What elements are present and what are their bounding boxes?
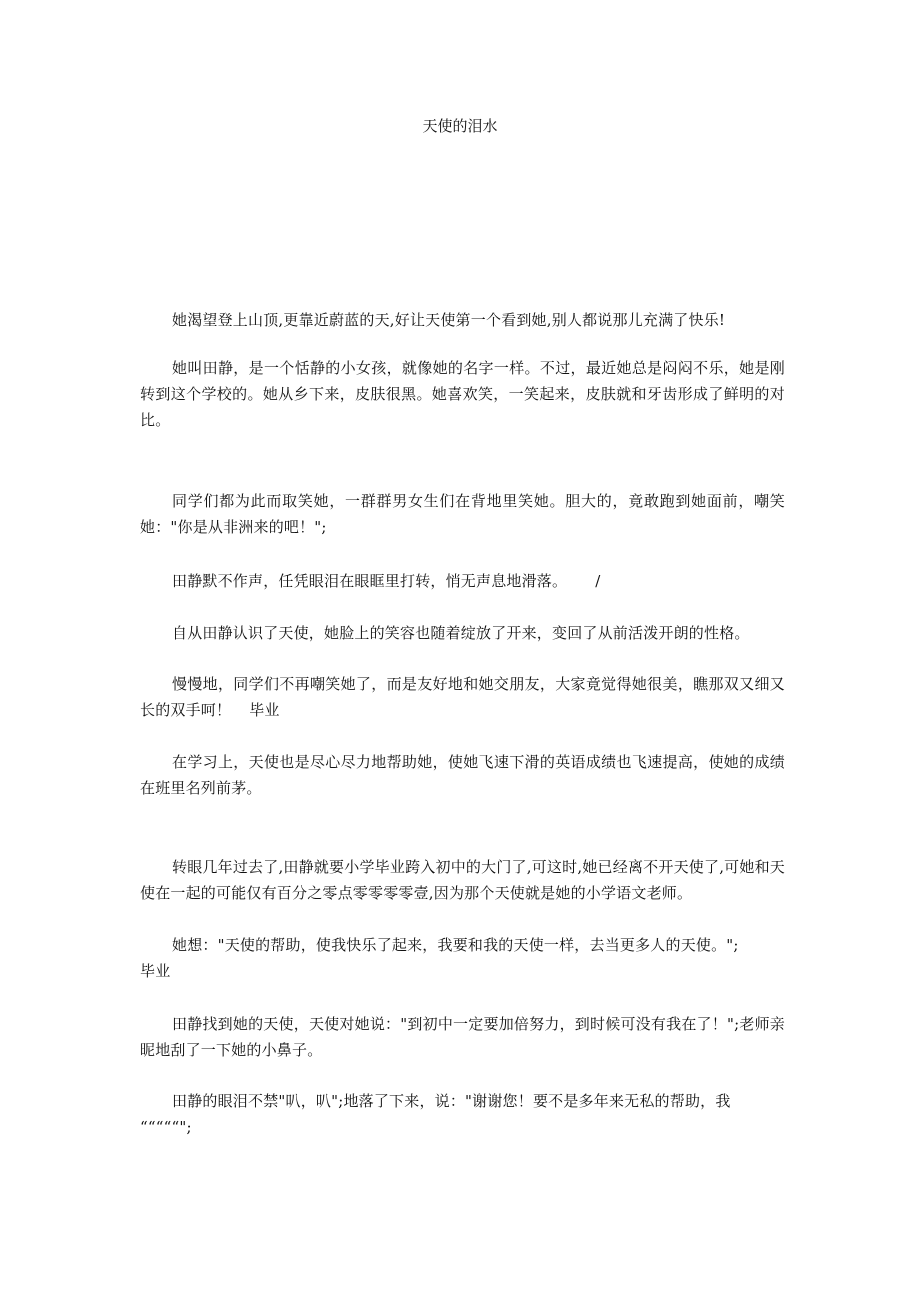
paragraph-1-text: 她渴望登上山顶,更靠近蔚蓝的天,好让天使第一个看到她,别人都说那儿充满了快乐! — [172, 311, 726, 329]
paragraph-4-text: 田静默不作声，任凭眼泪在眼眶里打转，悄无声息地滑落。 — [172, 572, 568, 590]
paragraph-9 — [140, 932, 785, 984]
paragraph-10-text: 田静找到她的天使，天使对她说："到初中一定要加倍努力，到时候可没有我在了！";老师亲昵地刮了一下她的小鼻子。 — [140, 1015, 785, 1059]
paragraph-10 — [140, 1011, 785, 1063]
paragraph-6 — [140, 671, 785, 723]
graduation-mark-2: 毕业 — [140, 962, 171, 980]
paragraph-1 — [140, 307, 785, 333]
paragraph-8 — [140, 854, 785, 906]
slash-mark: / — [595, 572, 601, 590]
paragraph-11-text: 田静的眼泪不禁"叭，叭";地落了下来，说："谢谢您！要不是多年来无私的帮助，我 — [172, 1092, 731, 1110]
paragraph-2 — [140, 355, 785, 433]
paragraph-7 — [140, 749, 785, 801]
paragraph-6-text: 慢慢地，同学们不再嘲笑她了，而是友好地和她交朋友，大家竟觉得她很美，瞧那双又细又长的双手呵！ — [140, 675, 785, 719]
graduation-mark-1: 毕业 — [249, 701, 280, 719]
paragraph-3-text: 同学们都为此而取笑她，一群群男女生们在背地里笑她。胆大的，竟敢跑到她面前，嘲笑她："你是从非洲来的吧！"; — [140, 492, 785, 536]
paragraph-8-text: 转眼几年过去了,田静就要小学毕业跨入初中的大门了,可这时,她已经离不开天使了,可她和天使在一起的可能仅有百分之零点零零零零壹,因为那个天使就是她的小学语文老师。 — [140, 858, 785, 902]
paragraph-11 — [140, 1088, 785, 1140]
paragraph-11-tail: “““““"; — [140, 1118, 192, 1136]
paragraph-5-text: 自从田静认识了天使，她脸上的笑容也随着绽放了开来，变回了从前活泼开朗的性格。 — [172, 624, 750, 642]
paragraph-4 — [140, 568, 785, 594]
paragraph-2-text: 她叫田静，是一个恬静的小女孩，就像她的名字一样。不过，最近她总是闷闷不乐，她是刚转到这个学校的。她从乡下来，皮肤很黑。她喜欢笑，一笑起来，皮肤就和牙齿形成了鲜明的对比。 — [140, 359, 785, 429]
paragraph-5 — [140, 620, 785, 646]
paragraph-3 — [140, 488, 785, 540]
paragraph-7-text: 在学习上，天使也是尽心尽力地帮助她，使她飞速下滑的英语成绩也飞速提高，使她的成绩在班里名列前茅。 — [140, 753, 785, 797]
document-title: 天使的泪水 — [422, 117, 498, 135]
paragraph-9-text: 她想："天使的帮助，使我快乐了起来，我要和我的天使一样，去当更多人的天使。"; — [172, 936, 739, 954]
